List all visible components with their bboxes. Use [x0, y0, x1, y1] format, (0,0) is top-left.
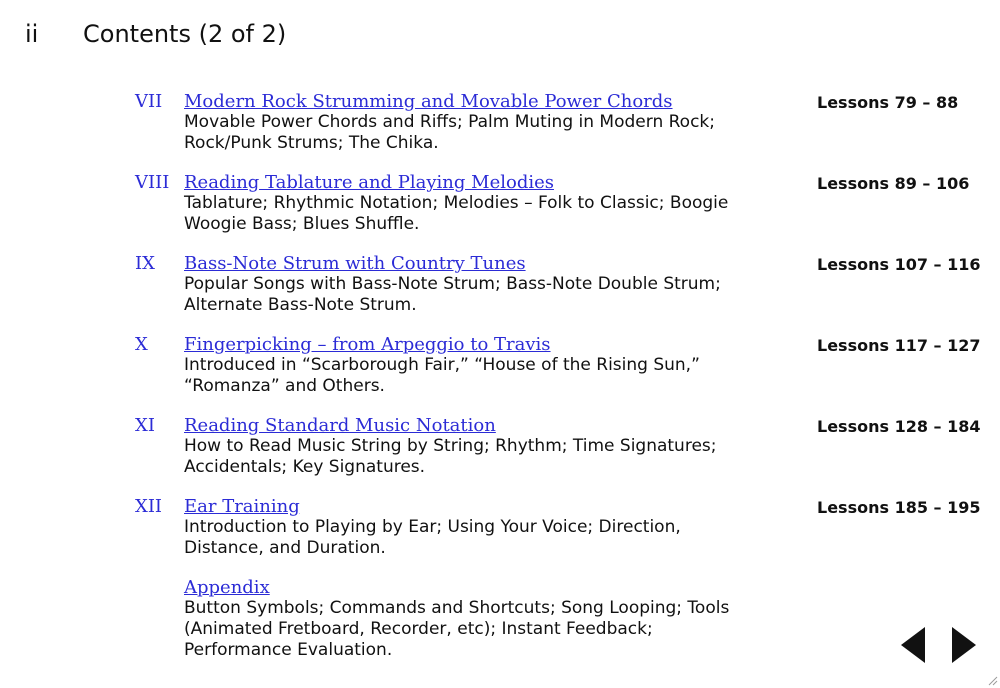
section-description: Introduction to Playing by Ear; Using Your Voice; Direction, Distance, and Duration. — [184, 517, 681, 558]
appendix-link[interactable]: Appendix — [184, 577, 270, 598]
section-title-link[interactable]: Modern Rock Strumming and Movable Power Chords — [184, 91, 673, 112]
toc-entry — [0, 412, 1000, 493]
table-of-contents — [0, 88, 1000, 660]
toc-entry — [0, 169, 1000, 250]
resize-grip-icon[interactable] — [988, 676, 998, 686]
section-numeral: VIII — [135, 172, 170, 193]
lesson-range: Lessons 117 – 127 — [817, 336, 981, 355]
section-title-link[interactable]: Reading Standard Music Notation — [184, 415, 496, 436]
section-numeral: XI — [135, 415, 155, 436]
section-numeral: XII — [135, 496, 163, 517]
lesson-range: Lessons 79 – 88 — [817, 93, 959, 112]
section-numeral: X — [135, 334, 148, 355]
section-description: Introduced in “Scarborough Fair,” “House of the Rising Sun,” “Romanza” and Others. — [184, 355, 700, 396]
toc-entry — [0, 493, 1000, 574]
section-description: Button Symbols; Commands and Shortcuts; Song Looping; Tools (Animated Fretboard, Recorder, etc); Instant Feedback; Performance Evaluation. — [184, 598, 730, 660]
section-title-link[interactable]: Ear Training — [184, 496, 300, 517]
previous-page-button[interactable] — [900, 626, 926, 664]
section-title-link[interactable]: Fingerpicking – from Arpeggio to Travis — [184, 334, 551, 355]
section-numeral: VII — [135, 91, 163, 112]
triangle-left-icon — [900, 626, 926, 664]
lesson-range: Lessons 107 – 116 — [817, 255, 981, 274]
section-description: Tablature; Rhythmic Notation; Melodies – Folk to Classic; Boogie Woogie Bass; Blues Shuffle. — [184, 193, 729, 234]
toc-entry — [0, 331, 1000, 412]
section-title-link[interactable]: Reading Tablature and Playing Melodies — [184, 172, 554, 193]
page-number: ii — [25, 20, 39, 48]
toc-entry — [0, 88, 1000, 169]
section-description: Movable Power Chords and Riffs; Palm Muting in Modern Rock; Rock/Punk Strums; The Chika. — [184, 112, 715, 153]
section-title-link[interactable]: Bass-Note Strum with Country Tunes — [184, 253, 526, 274]
section-description: How to Read Music String by String; Rhythm; Time Signatures; Accidentals; Key Signatures. — [184, 436, 717, 477]
lesson-range: Lessons 128 – 184 — [817, 417, 981, 436]
toc-entry-appendix — [0, 574, 1000, 660]
toc-entry — [0, 250, 1000, 331]
section-description: Popular Songs with Bass-Note Strum; Bass-Note Double Strum; Alternate Bass-Note Strum. — [184, 274, 721, 315]
triangle-right-icon — [951, 626, 977, 664]
section-numeral: IX — [135, 253, 155, 274]
next-page-button[interactable] — [951, 626, 977, 664]
lesson-range: Lessons 89 – 106 — [817, 174, 970, 193]
lesson-range: Lessons 185 – 195 — [817, 498, 981, 517]
page-title: Contents (2 of 2) — [83, 20, 287, 48]
